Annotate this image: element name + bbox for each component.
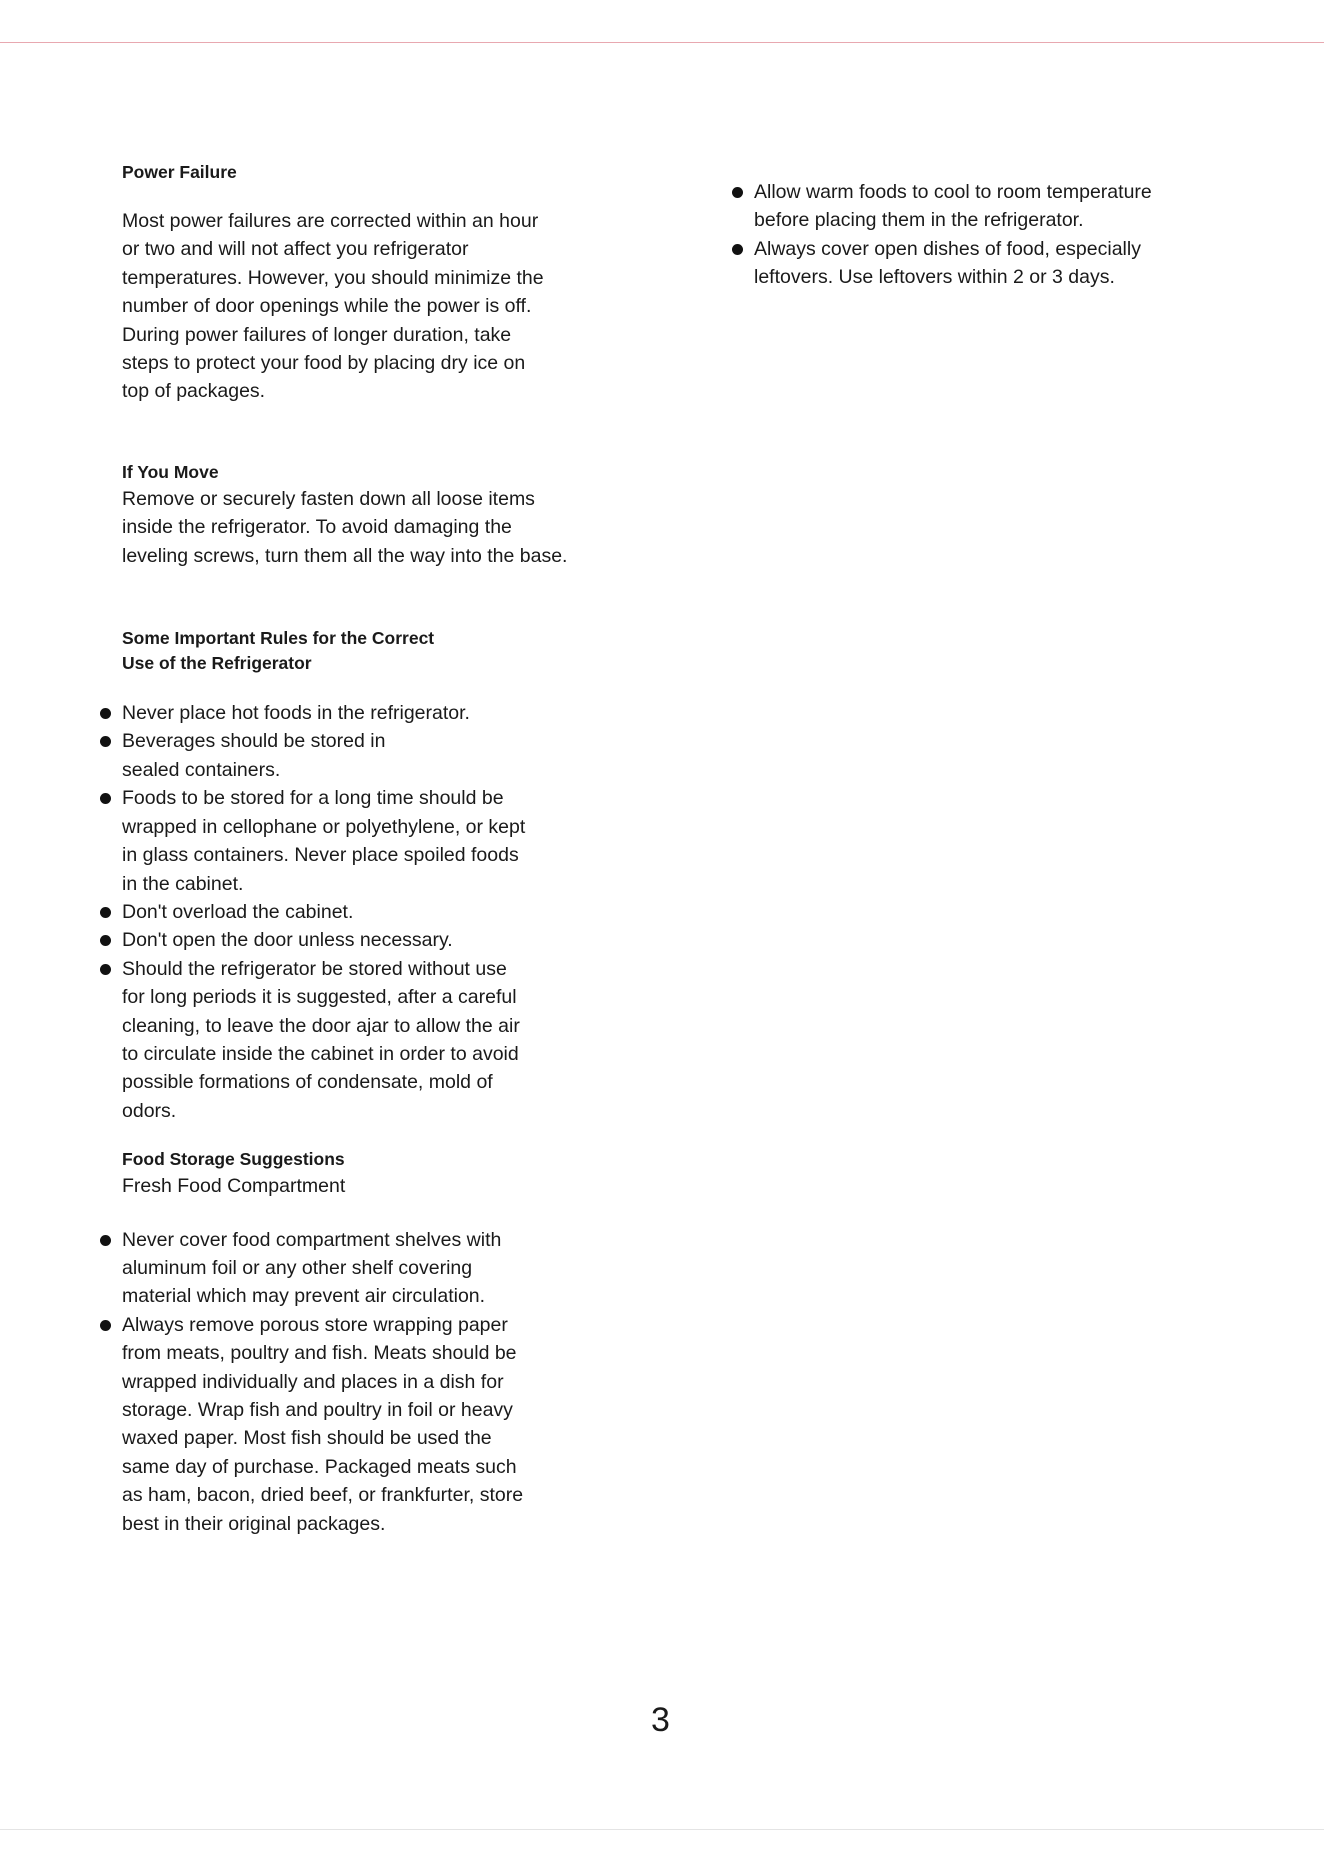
list-item-line: odors. bbox=[122, 1099, 177, 1122]
list-item-line: waxed paper. Most fish should be used the bbox=[122, 1427, 492, 1450]
list-item bbox=[122, 926, 662, 954]
if-you-move-heading: If You Move bbox=[122, 461, 219, 482]
rules-heading bbox=[122, 626, 662, 676]
list-item-line: in the cabinet. bbox=[122, 872, 244, 895]
list-item-line: storage. Wrap fish and poultry in foil or heavy bbox=[122, 1399, 513, 1421]
rules-list bbox=[122, 699, 662, 1125]
list-item-line: cleaning, to leave the door ajar to allow the air bbox=[122, 1014, 520, 1037]
bullet-icon bbox=[732, 187, 743, 198]
list-item-line: Should the refrigerator be stored without use bbox=[122, 957, 507, 980]
bullet-icon bbox=[100, 793, 111, 804]
bullet-icon bbox=[100, 935, 111, 946]
list-item-line: Allow warm foods to cool to room temperature bbox=[754, 181, 1152, 203]
bottom-rule bbox=[0, 1829, 1324, 1830]
top-rule bbox=[0, 42, 1324, 43]
list-item-line: Always cover open dishes of food, especially bbox=[754, 237, 1141, 260]
if-you-move-line: inside the refrigerator. To avoid damaging the bbox=[122, 516, 512, 539]
list-item-line: before placing them in the refrigerator. bbox=[754, 209, 1084, 232]
list-item-line: Never place hot foods in the refrigerator. bbox=[122, 702, 470, 725]
power-failure-heading: Power Failure bbox=[122, 162, 237, 182]
list-item-line: as ham, bacon, dried beef, or frankfurter, store bbox=[122, 1484, 524, 1507]
rules-heading-line: Use of the Refrigerator bbox=[122, 653, 312, 674]
bullet-icon bbox=[100, 964, 111, 975]
power-failure-line: Most power failures are corrected within an hour bbox=[122, 210, 539, 232]
bullet-icon bbox=[100, 1235, 111, 1246]
list-item-line: Don't open the door unless necessary. bbox=[122, 929, 453, 952]
list-item-line: wrapped in cellophane or polyethylene, or kept bbox=[122, 815, 526, 838]
list-item bbox=[122, 1226, 662, 1311]
power-failure-line: number of door openings while the power is off. bbox=[122, 295, 532, 318]
bullet-icon bbox=[100, 736, 111, 747]
if-you-move-line: Remove or securely fasten down all loose items bbox=[122, 487, 535, 510]
food-storage-list bbox=[122, 1226, 662, 1538]
if-you-move-text bbox=[122, 485, 662, 570]
list-item-line: best in their original packages. bbox=[122, 1512, 386, 1535]
list-item-line: Beverages should be stored in bbox=[122, 730, 386, 753]
power-failure-line: steps to protect your food by placing dry ice on bbox=[122, 352, 526, 375]
bullet-icon bbox=[100, 1320, 111, 1331]
list-item bbox=[754, 235, 1234, 292]
right-column-list bbox=[754, 178, 1234, 292]
list-item bbox=[754, 178, 1234, 235]
food-storage-subheading bbox=[122, 1172, 662, 1200]
page-number: 3 bbox=[651, 1701, 670, 1739]
list-item-line: material which may prevent air circulation. bbox=[122, 1285, 486, 1308]
list-item-line: Foods to be stored for a long time should be bbox=[122, 787, 504, 810]
list-item-line: aluminum foil or any other shelf covering bbox=[122, 1256, 473, 1279]
list-item-line: for long periods it is suggested, after a careful bbox=[122, 986, 517, 1009]
power-failure-line: temperatures. However, you should minimize the bbox=[122, 266, 544, 289]
list-item-line: leftovers. Use leftovers within 2 or 3 days. bbox=[754, 266, 1115, 289]
list-item-line: possible formations of condensate, mold of bbox=[122, 1071, 493, 1094]
rules-heading-line: Some Important Rules for the Correct bbox=[122, 628, 435, 649]
if-you-move-line: leveling screws, turn them all the way into the base. bbox=[122, 544, 568, 567]
list-item-line: same day of purchase. Packaged meats such bbox=[122, 1455, 517, 1478]
list-item bbox=[122, 784, 662, 898]
list-item-line: Always remove porous store wrapping paper bbox=[122, 1313, 508, 1336]
list-item-line: from meats, poultry and fish. Meats should be bbox=[122, 1342, 517, 1365]
list-item-line: in glass containers. Never place spoiled foods bbox=[122, 844, 519, 867]
bullet-icon bbox=[732, 244, 743, 255]
list-item bbox=[122, 727, 662, 784]
list-item-line: wrapped individually and places in a dish for bbox=[122, 1370, 504, 1393]
list-item-line: Don't overload the cabinet. bbox=[122, 900, 354, 923]
list-item bbox=[122, 898, 662, 926]
list-item bbox=[122, 699, 662, 727]
bullet-icon bbox=[100, 907, 111, 918]
list-item-line: sealed containers. bbox=[122, 758, 281, 781]
list-item bbox=[122, 955, 662, 1125]
list-item-line: Never cover food compartment shelves with bbox=[122, 1228, 502, 1251]
food-storage-subheading-text: Fresh Food Compartment bbox=[122, 1175, 346, 1198]
list-item-line: to circulate inside the cabinet in order to avoid bbox=[122, 1042, 519, 1065]
right-column bbox=[754, 178, 1234, 292]
power-failure-line: During power failures of longer duration, take bbox=[122, 323, 512, 346]
power-failure-line: top of packages. bbox=[122, 380, 266, 403]
power-failure-line: or two and will not affect you refrigerator bbox=[122, 238, 469, 261]
food-storage-heading: Food Storage Suggestions bbox=[122, 1149, 345, 1170]
left-column bbox=[122, 160, 662, 1538]
list-item bbox=[122, 1311, 662, 1538]
bullet-icon bbox=[100, 708, 111, 719]
power-failure-text bbox=[122, 207, 662, 406]
